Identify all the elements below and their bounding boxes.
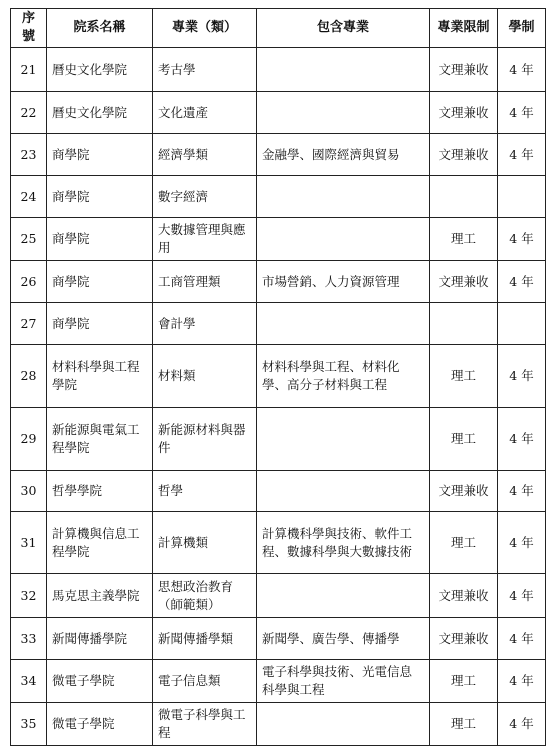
major-restriction: 文理兼收 (430, 48, 498, 92)
study-duration: 4 年 (498, 618, 546, 660)
row-number: 33 (11, 618, 47, 660)
study-duration (498, 303, 546, 345)
major-restriction: 文理兼收 (430, 92, 498, 134)
college-name: 商學院 (47, 218, 153, 261)
row-number: 34 (11, 660, 47, 703)
major-restriction (430, 303, 498, 345)
row-number: 35 (11, 703, 47, 746)
major-name: 計算機類 (153, 512, 257, 574)
major-name: 會計學 (153, 303, 257, 345)
table-row (11, 134, 546, 176)
major-restriction: 文理兼收 (430, 134, 498, 176)
row-number: 24 (11, 176, 47, 218)
major-restriction: 理工 (430, 512, 498, 574)
included-majors (257, 574, 430, 618)
table-row (11, 618, 546, 660)
study-duration: 4 年 (498, 48, 546, 92)
table-row (11, 345, 546, 408)
college-name: 新能源與電氣工程學院 (47, 408, 153, 471)
row-number: 32 (11, 574, 47, 618)
table-row (11, 703, 546, 746)
table-row (11, 512, 546, 574)
college-name: 材料科學與工程學院 (47, 345, 153, 408)
header-restriction: 專業限制 (430, 9, 498, 48)
major-name: 工商管理類 (153, 261, 257, 303)
included-majors (257, 303, 430, 345)
included-majors: 金融學、國際經濟與貿易 (257, 134, 430, 176)
study-duration: 4 年 (498, 512, 546, 574)
majors-table (10, 8, 546, 746)
study-duration: 4 年 (498, 471, 546, 512)
included-majors (257, 703, 430, 746)
table-row (11, 574, 546, 618)
college-name: 商學院 (47, 261, 153, 303)
table-row (11, 48, 546, 92)
college-name: 新聞傳播學院 (47, 618, 153, 660)
major-name: 微電子科學與工程 (153, 703, 257, 746)
study-duration: 4 年 (498, 134, 546, 176)
major-name: 數字經濟 (153, 176, 257, 218)
study-duration: 4 年 (498, 574, 546, 618)
college-name: 馬克思主義學院 (47, 574, 153, 618)
college-name: 曆史文化學院 (47, 48, 153, 92)
included-majors: 電子科學與技術、光電信息科學與工程 (257, 660, 430, 703)
table-row (11, 261, 546, 303)
included-majors: 市場營銷、人力資源管理 (257, 261, 430, 303)
included-majors: 計算機科學與技術、軟件工程、數據科學與大數據技術 (257, 512, 430, 574)
major-name: 文化遺產 (153, 92, 257, 134)
study-duration: 4 年 (498, 261, 546, 303)
major-name: 新能源材料與器件 (153, 408, 257, 471)
included-majors: 材料科學與工程、材料化學、高分子材料與工程 (257, 345, 430, 408)
major-restriction: 理工 (430, 345, 498, 408)
header-includes: 包含專業 (257, 9, 430, 48)
major-restriction: 文理兼收 (430, 618, 498, 660)
included-majors (257, 176, 430, 218)
row-number: 26 (11, 261, 47, 303)
major-restriction: 文理兼收 (430, 574, 498, 618)
major-restriction: 理工 (430, 703, 498, 746)
row-number: 27 (11, 303, 47, 345)
major-restriction: 理工 (430, 408, 498, 471)
major-restriction: 理工 (430, 218, 498, 261)
study-duration: 4 年 (498, 703, 546, 746)
major-name: 考古學 (153, 48, 257, 92)
major-name: 新聞傳播學類 (153, 618, 257, 660)
row-number: 31 (11, 512, 47, 574)
table-header (11, 9, 546, 48)
table-row (11, 218, 546, 261)
table-row (11, 92, 546, 134)
row-number: 25 (11, 218, 47, 261)
major-restriction (430, 176, 498, 218)
row-number: 21 (11, 48, 47, 92)
major-restriction: 文理兼收 (430, 471, 498, 512)
college-name: 哲學學院 (47, 471, 153, 512)
row-number: 23 (11, 134, 47, 176)
major-restriction: 文理兼收 (430, 261, 498, 303)
college-name: 微電子學院 (47, 660, 153, 703)
study-duration: 4 年 (498, 408, 546, 471)
college-name: 商學院 (47, 303, 153, 345)
major-name: 經濟學類 (153, 134, 257, 176)
study-duration: 4 年 (498, 218, 546, 261)
row-number: 30 (11, 471, 47, 512)
included-majors (257, 48, 430, 92)
college-name: 微電子學院 (47, 703, 153, 746)
header-seq: 序號 (11, 9, 47, 48)
row-number: 28 (11, 345, 47, 408)
table-row (11, 660, 546, 703)
table-row (11, 176, 546, 218)
table-row (11, 303, 546, 345)
college-name: 商學院 (47, 134, 153, 176)
major-name: 材料類 (153, 345, 257, 408)
major-restriction: 理工 (430, 660, 498, 703)
major-name: 大數據管理與應用 (153, 218, 257, 261)
study-duration: 4 年 (498, 660, 546, 703)
included-majors (257, 218, 430, 261)
table-row (11, 408, 546, 471)
study-duration: 4 年 (498, 345, 546, 408)
college-name: 商學院 (47, 176, 153, 218)
header-major: 專業（類） (153, 9, 257, 48)
major-name: 思想政治教育（師範類） (153, 574, 257, 618)
major-name: 哲學 (153, 471, 257, 512)
study-duration (498, 176, 546, 218)
table-row (11, 471, 546, 512)
included-majors (257, 92, 430, 134)
study-duration: 4 年 (498, 92, 546, 134)
included-majors: 新聞學、廣告學、傳播學 (257, 618, 430, 660)
college-name: 計算機與信息工程學院 (47, 512, 153, 574)
major-name: 電子信息類 (153, 660, 257, 703)
college-name: 曆史文化學院 (47, 92, 153, 134)
header-duration: 學制 (498, 9, 546, 48)
row-number: 22 (11, 92, 47, 134)
header-college: 院系名稱 (47, 9, 153, 48)
row-number: 29 (11, 408, 47, 471)
included-majors (257, 408, 430, 471)
included-majors (257, 471, 430, 512)
table-body (11, 48, 546, 746)
